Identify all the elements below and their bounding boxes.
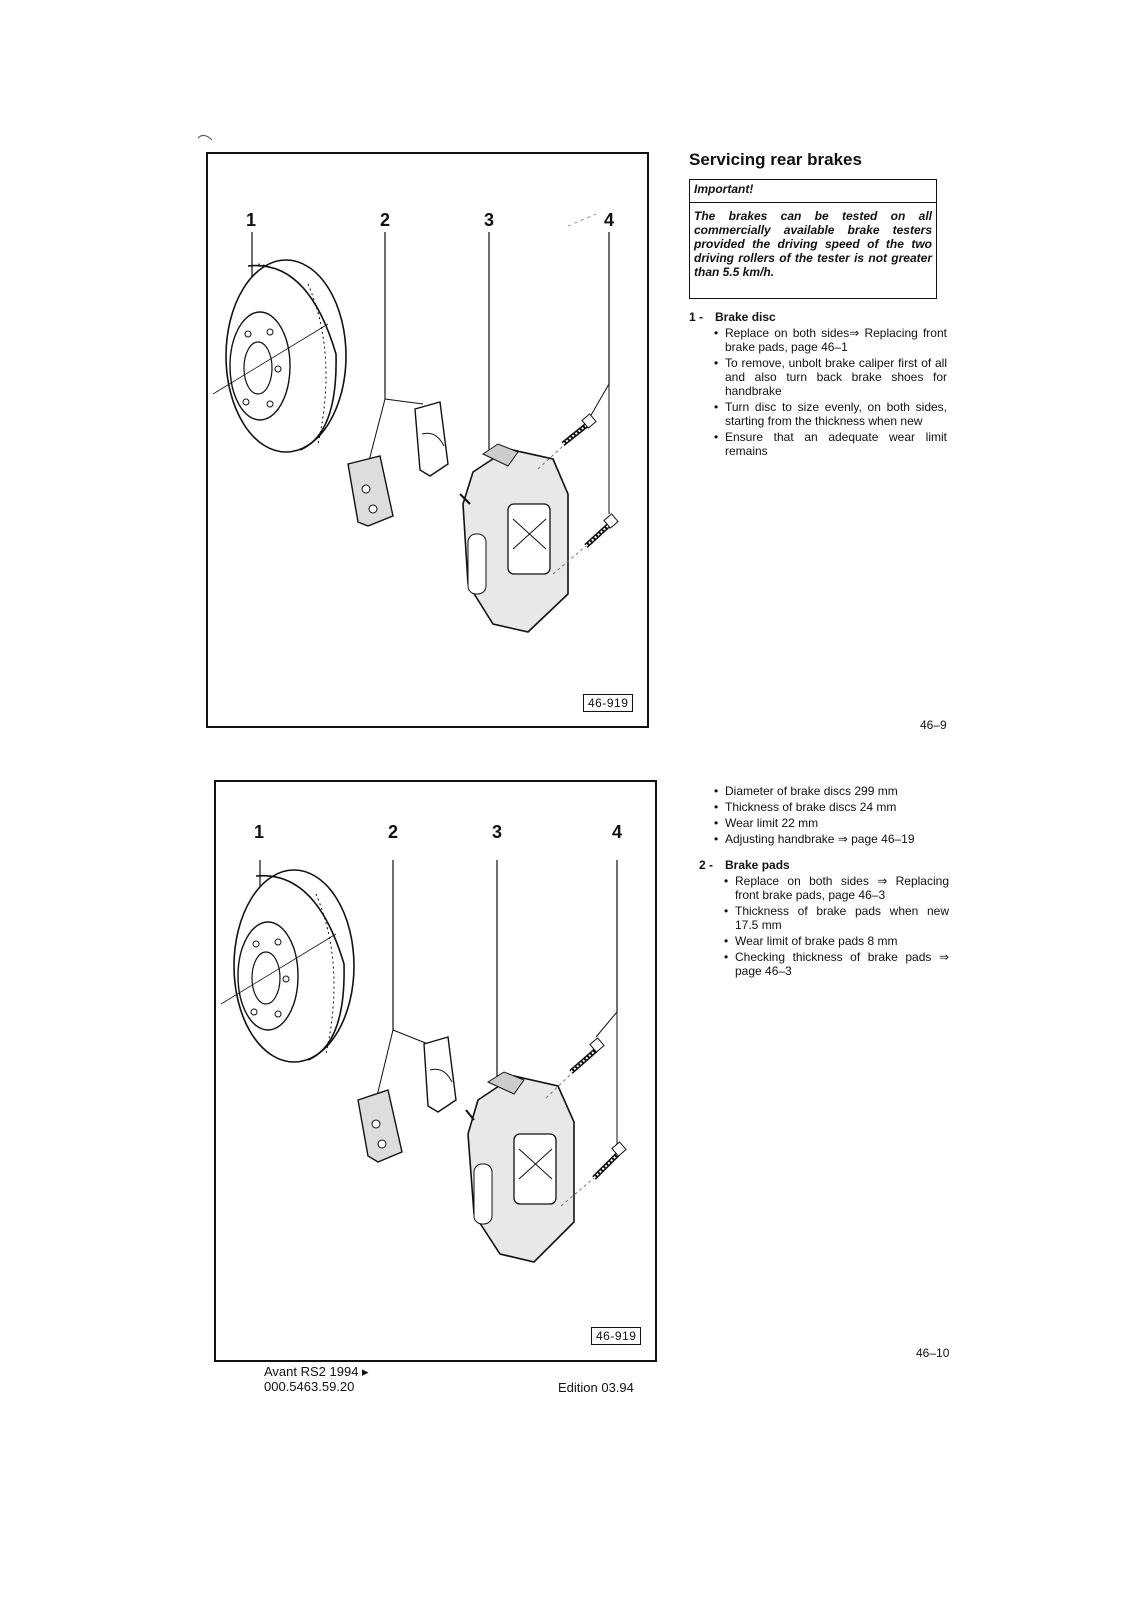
bullet-list bbox=[689, 784, 947, 846]
bullet-item: • Thickness of brake discs 24 mm bbox=[725, 800, 947, 814]
item-brake-disc bbox=[689, 310, 947, 460]
figure-label: 46-919 bbox=[591, 1327, 641, 1345]
page-heading: Servicing rear brakes bbox=[689, 150, 862, 169]
brake-pads-graphic bbox=[348, 402, 448, 526]
item-number: 1 - bbox=[689, 310, 704, 324]
bullet-item: • Thickness of brake pads when new 17.5 mm bbox=[735, 904, 949, 932]
brake-disc-graphic bbox=[213, 260, 346, 452]
footer-model: Avant RS2 1994 ▸ bbox=[264, 1364, 369, 1379]
item-title bbox=[699, 858, 949, 872]
brake-disc-graphic bbox=[221, 870, 354, 1062]
callout-3: 3 bbox=[492, 822, 503, 842]
brake-assembly-drawing bbox=[208, 154, 647, 726]
callout-4: 4 bbox=[612, 822, 623, 842]
bullet-item: • To remove, unbolt brake caliper first of all and also turn back brake shoes for handbrake bbox=[725, 356, 947, 398]
figure-exploded-view-top bbox=[206, 152, 649, 728]
callout-4: 4 bbox=[604, 210, 615, 230]
bullet-list bbox=[699, 874, 949, 978]
callout-1: 1 bbox=[246, 210, 257, 230]
scan-mark bbox=[196, 130, 216, 144]
important-notice bbox=[689, 179, 937, 299]
brake-caliper-graphic bbox=[460, 444, 568, 632]
figure-exploded-view-bottom bbox=[214, 780, 657, 1362]
page-number-top: 46–9 bbox=[920, 718, 947, 732]
bullet-item: • Turn disc to size evenly, on both sides, starting from the thickness when new bbox=[725, 400, 947, 428]
callout-3: 3 bbox=[484, 210, 495, 230]
bullet-item: • Replace on both sides ⇒ Replacing front brake pads, page 46–3 bbox=[735, 874, 949, 902]
continued-bullets bbox=[689, 782, 947, 848]
bullet-item: • Wear limit 22 mm bbox=[725, 816, 947, 830]
footer-model-info bbox=[264, 1364, 369, 1394]
item-title-text: Brake disc bbox=[715, 310, 776, 324]
figure-label: 46-919 bbox=[583, 694, 633, 712]
bullet-item: • Diameter of brake discs 299 mm bbox=[725, 784, 947, 798]
bullet-item: • Replace on both sides⇒ Replacing front brake pads, page 46–1 bbox=[725, 326, 947, 354]
item-number: 2 - bbox=[699, 858, 714, 872]
footer-edition: Edition 03.94 bbox=[558, 1380, 634, 1395]
callout-1: 1 bbox=[254, 822, 265, 842]
page-number-bottom: 46–10 bbox=[916, 1346, 950, 1360]
item-brake-pads bbox=[699, 858, 949, 980]
bullet-item: • Ensure that an adequate wear limit remains bbox=[725, 430, 947, 458]
brake-assembly-drawing bbox=[216, 782, 655, 1360]
item-title-text: Brake pads bbox=[725, 858, 790, 872]
callout-2: 2 bbox=[380, 210, 391, 230]
bullet-item: • Wear limit of brake pads 8 mm bbox=[735, 934, 949, 948]
footer-part-number: 000.5463.59.20 bbox=[264, 1379, 355, 1394]
notice-header: Important! bbox=[690, 180, 936, 203]
brake-caliper-graphic bbox=[466, 1072, 574, 1262]
notice-text: The brakes can be tested on all commercially available brake testers provided the driving speed of the two driving rollers of the tester is not greater than 5.5 km/h. bbox=[694, 209, 932, 279]
callout-2: 2 bbox=[388, 822, 399, 842]
item-title bbox=[689, 310, 947, 324]
bullet-list bbox=[689, 326, 947, 458]
brake-pads-graphic bbox=[358, 1037, 456, 1162]
bullet-item: • Checking thickness of brake pads ⇒ page 46–3 bbox=[735, 950, 949, 978]
bullet-item: • Adjusting handbrake ⇒ page 46–19 bbox=[725, 832, 947, 846]
